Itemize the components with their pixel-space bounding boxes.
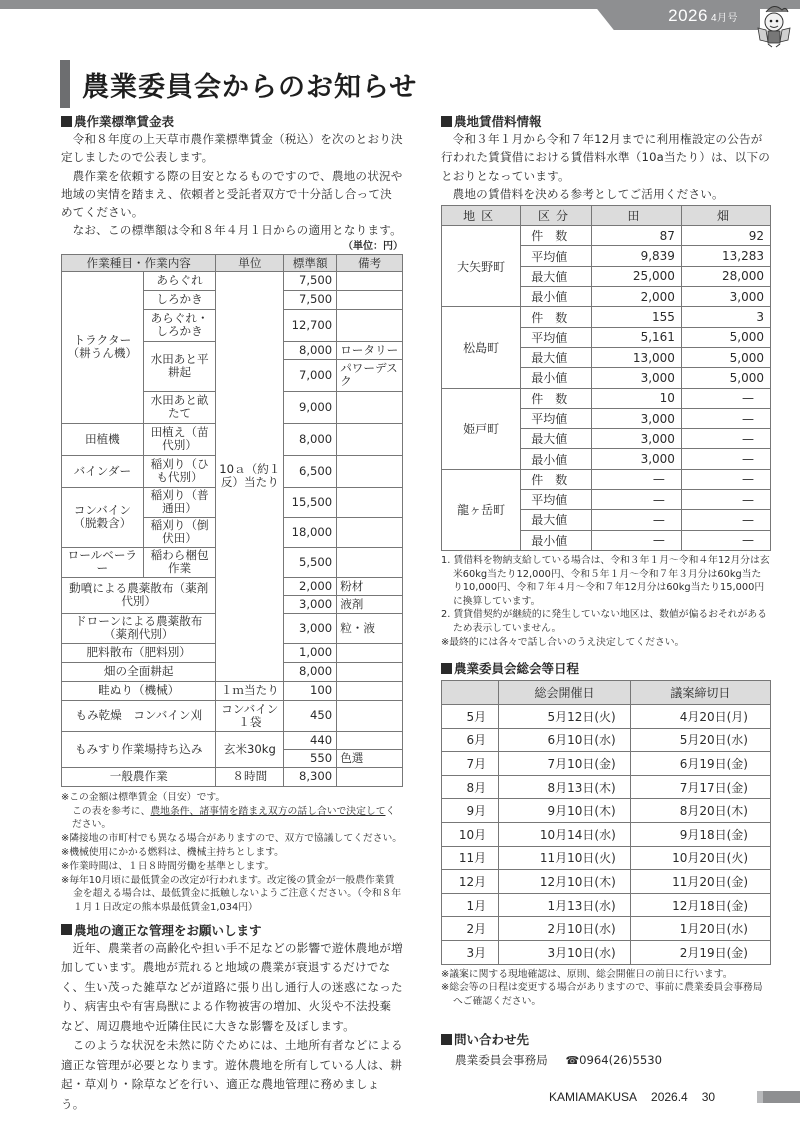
amount-cell: 9,000 <box>284 391 337 423</box>
month-cell: 6月 <box>442 728 499 752</box>
area-cell: 姫戸町 <box>442 388 521 469</box>
meeting-date-cell: 2月10日(水) <box>499 917 631 941</box>
schedule-table-body <box>442 705 771 965</box>
wage-paragraph: なお、この標準額は令和８年４月１日からの適用となります。 <box>72 223 402 238</box>
unit-note: （単位：円） <box>343 240 403 252</box>
amount-cell: 550 <box>284 749 337 767</box>
amount-cell: 5,500 <box>284 547 337 577</box>
wage-notes <box>61 791 403 915</box>
month-cell: 5月 <box>442 705 499 729</box>
month-cell: 3月 <box>442 941 499 965</box>
category-cell: 最大値 <box>521 510 592 530</box>
note: 2. 賃貸借契約が継続的に発生していない地区は、数値が偏るおそれがあるため表示していません。 <box>441 609 767 634</box>
header-meeting-date: 総会開催日 <box>499 681 631 705</box>
header-month <box>442 681 499 705</box>
meeting-date-cell: 3月10日(水) <box>499 941 631 965</box>
task-cell: 稲刈り（倒伏田） <box>143 517 216 547</box>
mascot-icon <box>752 2 796 48</box>
amount-cell: 3,000 <box>284 613 337 643</box>
month-cell: 7月 <box>442 752 499 776</box>
rice-value-cell: — <box>591 490 681 510</box>
category-cell: トラクター（耕うん機） <box>62 271 144 423</box>
remark-cell: 粒・液 <box>337 613 403 643</box>
month-cell: 12月 <box>442 870 499 894</box>
category-cell: 最小値 <box>521 530 592 550</box>
category-cell: もみ乾燥 コンバイン刈 <box>62 700 216 731</box>
issue-month: 4月号 <box>710 13 738 24</box>
amount-cell: 18,000 <box>284 517 337 547</box>
upland-value-cell: — <box>681 388 770 408</box>
square-bullet-icon <box>61 116 72 127</box>
category-cell: 件 数 <box>521 307 592 327</box>
remark-cell <box>337 271 403 290</box>
category-cell: 平均値 <box>521 490 592 510</box>
issue-year: 2026 <box>668 6 708 25</box>
table-row <box>62 767 403 786</box>
category-cell: 肥料散布（肥料別） <box>62 643 216 662</box>
upland-value-cell: 28,000 <box>681 266 770 286</box>
meeting-date-cell: 7月10日(金) <box>499 752 631 776</box>
amount-cell: 7,500 <box>284 290 337 309</box>
contact-section-heading: 問い合わせ先 <box>441 1030 771 1048</box>
deadline-cell: 9月18日(金) <box>630 823 770 847</box>
table-header-row <box>442 206 771 226</box>
amount-cell: 8,000 <box>284 423 337 455</box>
amount-cell: 6,500 <box>284 455 337 487</box>
square-bullet-icon <box>61 924 72 935</box>
rice-value-cell: 3,000 <box>591 408 681 428</box>
note: ※毎年10月頃に最低賃金の改定が行われます。改定後の賃金が一般農作業賃金を超える場合は、最低賃金に抵触しないようご注意ください。（令和８年１月１日改定の熊本県最低賃金1,034円） <box>61 874 402 914</box>
rent-table-body <box>442 226 771 551</box>
table-row <box>62 681 403 700</box>
category-cell: 最大値 <box>521 266 592 286</box>
deadline-cell: 11月20日(金) <box>630 870 770 894</box>
category-cell: 一般農作業 <box>62 767 216 786</box>
table-row <box>442 705 771 729</box>
remark-cell <box>337 643 403 662</box>
remark-cell: 粉材 <box>337 577 403 595</box>
amount-cell: 15,500 <box>284 487 337 517</box>
table-row <box>62 700 403 731</box>
note: この表を参考に、農地条件、諸事情を踏まえ双方の話し合いで決定してください。 <box>72 805 396 831</box>
meeting-date-cell: 8月13日(木) <box>499 775 631 799</box>
amount-cell: 8,000 <box>284 662 337 681</box>
remark-cell <box>337 662 403 681</box>
rice-value-cell: 2,000 <box>591 287 681 307</box>
meeting-date-cell: 1月13日(水) <box>499 893 631 917</box>
contact-info <box>441 1052 771 1068</box>
amount-cell: 1,000 <box>284 643 337 662</box>
unit-cell: 10ａ（約１反）当たり <box>216 271 284 681</box>
table-row <box>442 917 771 941</box>
remark-cell <box>337 731 403 749</box>
rent-paragraph: 令和３年１月から令和７年12月までに利用権設定の公告が行われた賃貸借における賃借料水準（10a当たり）は、以下のとおりとなっています。 <box>441 132 771 183</box>
rice-value-cell: 3,000 <box>591 429 681 449</box>
task-cell: 水田あと畝たて <box>143 391 216 423</box>
header-area: 地区 <box>442 206 521 226</box>
rice-value-cell: 13,000 <box>591 347 681 367</box>
upland-value-cell: 3,000 <box>681 287 770 307</box>
category-cell: コンバイン（脱穀含） <box>62 487 144 547</box>
right-column <box>441 112 771 1068</box>
month-cell: 8月 <box>442 775 499 799</box>
note: ※隣接地の市町村でも異なる場合がありますので、双方で協議してください。 <box>61 833 403 845</box>
table-row <box>62 271 403 290</box>
upland-value-cell: — <box>681 469 770 489</box>
rent-paragraph: 農地の賃借料を決める参考としてご活用ください。 <box>452 186 724 201</box>
rice-value-cell: 10 <box>591 388 681 408</box>
area-cell: 松島町 <box>442 307 521 388</box>
left-column <box>61 112 403 1114</box>
month-cell: 2月 <box>442 917 499 941</box>
area-cell: 龍ヶ岳町 <box>442 469 521 550</box>
category-cell: 最小値 <box>521 449 592 469</box>
remark-cell <box>337 487 403 517</box>
farmland-paragraph: このような状況を未然に防ぐためには、土地所有者などによる適正な管理が必要となります。遊休農地を所有している人は、耕起・草刈り・除草などを行い、適正な農地管理に務めましょう。 <box>61 1038 403 1111</box>
square-bullet-icon <box>441 1034 452 1045</box>
task-cell: しろかき <box>143 290 216 309</box>
amount-cell: 7,500 <box>284 271 337 290</box>
task-cell: あらぐれ・しろかき <box>143 309 216 341</box>
table-row <box>442 752 771 776</box>
header-unit: 単位 <box>216 254 284 271</box>
farmland-paragraph: 近年、農業者の高齢化や担い手不足などの影響で遊休農地が増加しています。農地が荒れると地域の農業が衰退するだけでなく、生い茂った雑草などが道路に張り出し通行人の迷惑になったり、病害虫や有害鳥獣による作物被害の増加、火災や不法投棄など、周辺農地や近隣住民に大きな影響を及ぼします。 <box>61 940 403 1033</box>
rice-value-cell: 5,161 <box>591 327 681 347</box>
month-cell: 1月 <box>442 893 499 917</box>
upland-value-cell: 3 <box>681 307 770 327</box>
rice-value-cell: 3,000 <box>591 449 681 469</box>
meeting-date-cell: 11月10日(火) <box>499 846 631 870</box>
category-cell: 最小値 <box>521 368 592 388</box>
remark-cell <box>337 290 403 309</box>
amount-cell: 440 <box>284 731 337 749</box>
category-cell: 件 数 <box>521 469 592 489</box>
category-cell: 件 数 <box>521 226 592 246</box>
month-cell: 9月 <box>442 799 499 823</box>
page-title-block <box>60 60 417 108</box>
remark-cell: 色選 <box>337 749 403 767</box>
upland-value-cell: 13,283 <box>681 246 770 266</box>
category-cell: 件 数 <box>521 388 592 408</box>
rice-value-cell: — <box>591 469 681 489</box>
upland-value-cell: — <box>681 449 770 469</box>
table-row <box>442 941 771 965</box>
remark-cell <box>337 700 403 731</box>
square-bullet-icon <box>441 116 452 127</box>
rice-value-cell: — <box>591 530 681 550</box>
table-row <box>442 775 771 799</box>
category-cell: 動噴による農薬散布（薬剤代別） <box>62 577 216 613</box>
task-cell: 田植え（苗代別） <box>143 423 216 455</box>
rent-section-heading: 農地賃借料情報 <box>441 112 771 130</box>
upland-value-cell: — <box>681 408 770 428</box>
meeting-date-cell: 10月14日(水) <box>499 823 631 847</box>
upland-value-cell: — <box>681 530 770 550</box>
upland-value-cell: — <box>681 490 770 510</box>
schedule-section-heading: 農業委員会総会等日程 <box>441 659 771 677</box>
deadline-cell: 1月20日(水) <box>630 917 770 941</box>
month-cell: 11月 <box>442 846 499 870</box>
note: ※議案に関する現地確認は、原則、総会開催日の前日に行います。 <box>441 968 733 980</box>
meeting-date-cell: 6月10日(水) <box>499 728 631 752</box>
category-cell: 平均値 <box>521 408 592 428</box>
amount-cell: 12,700 <box>284 309 337 341</box>
rice-value-cell: 155 <box>591 307 681 327</box>
upland-value-cell: 5,000 <box>681 347 770 367</box>
deadline-cell: 4月20日(月) <box>630 705 770 729</box>
upland-value-cell: 5,000 <box>681 368 770 388</box>
category-cell: 平均値 <box>521 246 592 266</box>
header-category: 区分 <box>521 206 592 226</box>
table-header-row <box>442 681 771 705</box>
deadline-cell: 6月19日(金) <box>630 752 770 776</box>
unit-cell: １ｍ当たり <box>216 681 284 700</box>
unit-cell: ８時間 <box>216 767 284 786</box>
wage-section-heading: 農作業標準賃金表 <box>61 112 403 130</box>
deadline-cell: 12月18日(金) <box>630 893 770 917</box>
amount-cell: 8,300 <box>284 767 337 786</box>
remark-cell <box>337 391 403 423</box>
square-bullet-icon <box>441 663 452 674</box>
amount-cell: 450 <box>284 700 337 731</box>
header-rice-field: 田 <box>591 206 681 226</box>
note: ※作業時間は、１日８時間労働を基準とします。 <box>61 860 275 872</box>
remark-cell <box>337 547 403 577</box>
remark-cell: 液剤 <box>337 595 403 613</box>
page-footer <box>549 1090 729 1104</box>
note: 1. 賃借料を物納支給している場合は、令和３年１月～令和４年12月分は玄米60kg当たり12,000円、令和５年１月～令和７年３月分は60kg当たり10,000円、令和７年４月～令和７年12月分は60kg当たり15,000円に換算しています。 <box>441 554 770 607</box>
table-row <box>442 870 771 894</box>
unit-cell: 玄米30kg <box>216 731 284 767</box>
upland-value-cell: 92 <box>681 226 770 246</box>
phone-icon: ☎ <box>565 1054 580 1068</box>
schedule-table <box>441 680 771 965</box>
issue-label <box>668 6 738 26</box>
category-cell: 田植機 <box>62 423 144 455</box>
upland-value-cell: — <box>681 429 770 449</box>
category-cell: 畦ぬり（機械） <box>62 681 216 700</box>
upland-value-cell: — <box>681 510 770 530</box>
category-cell: バインダー <box>62 455 144 487</box>
table-row <box>442 226 771 246</box>
header-amount: 標準額 <box>284 254 337 271</box>
note: ※この金額は標準賃金（目安）です。 <box>61 791 226 803</box>
category-cell: 畑の全面耕起 <box>62 662 216 681</box>
category-cell: 最大値 <box>521 429 592 449</box>
remark-cell <box>337 767 403 786</box>
task-cell: あらぐれ <box>143 271 216 290</box>
wage-paragraph: 令和８年度の上天草市農作業標準賃金（税込）を次のとおり決定しましたので公表します。 <box>61 132 403 165</box>
table-row <box>62 731 403 749</box>
table-row <box>442 846 771 870</box>
contact-phone[interactable]: 0964(26)5530 <box>579 1053 662 1068</box>
rice-value-cell: 25,000 <box>591 266 681 286</box>
amount-cell: 3,000 <box>284 595 337 613</box>
table-row <box>442 893 771 917</box>
rice-value-cell: 87 <box>591 226 681 246</box>
amount-cell: 100 <box>284 681 337 700</box>
schedule-notes <box>441 968 771 1009</box>
table-row <box>442 799 771 823</box>
farmland-section-heading: 農地の適正な管理をお願いします <box>61 921 403 939</box>
page-title: 農業委員会からのお知らせ <box>82 71 418 103</box>
rent-table <box>441 205 771 551</box>
meeting-date-cell: 5月12日(火) <box>499 705 631 729</box>
table-row <box>442 388 771 408</box>
footer-page-number: 30 <box>701 1090 716 1104</box>
amount-cell: 8,000 <box>284 341 337 359</box>
deadline-cell: 10月20日(火) <box>630 846 770 870</box>
contact-office: 農業委員会事務局 <box>455 1053 548 1068</box>
category-cell: 最小値 <box>521 287 592 307</box>
footer-bar <box>757 1091 800 1103</box>
remark-cell <box>337 423 403 455</box>
remark-cell: ロータリー <box>337 341 403 359</box>
unit-cell: コンバイン１袋 <box>216 700 284 731</box>
note: ※機械使用にかかる燃料は、機械主持ちとします。 <box>61 846 284 858</box>
table-row <box>442 728 771 752</box>
task-cell: 水田あと平耕起 <box>143 341 216 391</box>
remark-cell <box>337 309 403 341</box>
table-row <box>442 469 771 489</box>
rice-value-cell: 3,000 <box>591 368 681 388</box>
category-cell: ロールベーラー <box>62 547 144 577</box>
header-task: 作業種目・作業内容 <box>62 254 216 271</box>
task-cell: 稲刈り（ひも代別） <box>143 455 216 487</box>
month-cell: 10月 <box>442 823 499 847</box>
meeting-date-cell: 12月10日(木) <box>499 870 631 894</box>
deadline-cell: 8月20日(木) <box>630 799 770 823</box>
header-upland-field: 畑 <box>681 206 770 226</box>
remark-cell <box>337 455 403 487</box>
wage-table <box>61 254 403 787</box>
deadline-cell: 2月19日(金) <box>630 941 770 965</box>
deadline-cell: 5月20日(水) <box>630 728 770 752</box>
deadline-cell: 7月17日(金) <box>630 775 770 799</box>
category-cell: 最大値 <box>521 347 592 367</box>
rent-notes <box>441 554 771 649</box>
table-row <box>442 307 771 327</box>
category-cell: もみすり作業場持ち込み <box>62 731 216 767</box>
remark-cell <box>337 517 403 547</box>
meeting-date-cell: 9月10日(木) <box>499 799 631 823</box>
remark-cell <box>337 681 403 700</box>
task-cell: 稲刈り（普通田） <box>143 487 216 517</box>
header-deadline: 議案締切日 <box>630 681 770 705</box>
area-cell: 大矢野町 <box>442 226 521 307</box>
table-header-row <box>62 254 403 271</box>
category-cell: 平均値 <box>521 327 592 347</box>
footer-issue: 2026.4 <box>651 1090 688 1104</box>
amount-cell: 7,000 <box>284 359 337 391</box>
wage-paragraph: 農作業を依頼する際の目安となるものですので、農地の状況や地域の実情を踏まえ、依頼者と受託者双方で十分話し合って決めてください。 <box>61 168 403 220</box>
title-accent-bar <box>60 60 70 108</box>
remark-cell: パワーデスク <box>337 359 403 391</box>
header-remark: 備考 <box>337 254 403 271</box>
footer-publication: KAMIAMAKUSA <box>549 1090 638 1104</box>
category-cell: ドローンによる農薬散布（薬剤代別） <box>62 613 216 643</box>
rice-value-cell: — <box>591 510 681 530</box>
note: ※最終的には各々で話し合いのうえ決定してください。 <box>441 636 685 648</box>
upland-value-cell: 5,000 <box>681 327 770 347</box>
task-cell: 稲わら梱包作業 <box>143 547 216 577</box>
rice-value-cell: 9,839 <box>591 246 681 266</box>
note: ※総会等の日程は変更する場合がありますので、事前に農業委員会事務局へご確認ください。 <box>441 982 763 1007</box>
amount-cell: 2,000 <box>284 577 337 595</box>
table-row <box>442 823 771 847</box>
